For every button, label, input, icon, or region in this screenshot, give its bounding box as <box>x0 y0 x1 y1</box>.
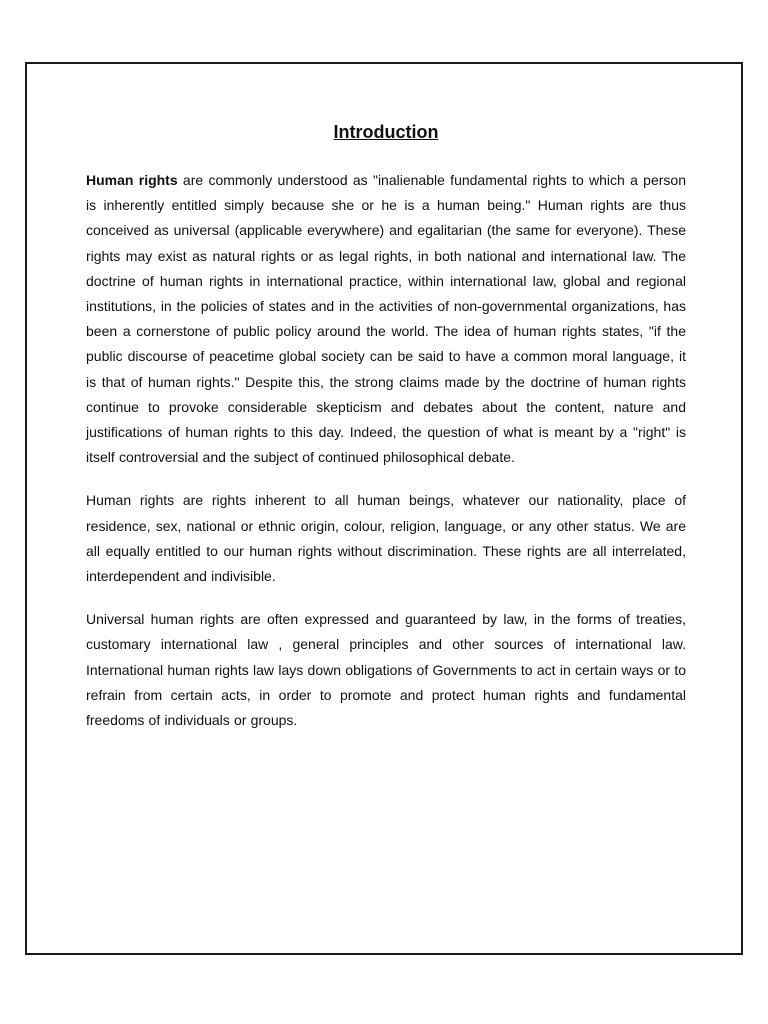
paragraph-2-text: Human rights are rights inherent to all human beings, whatever our nationality, place of residence, sex, national or ethnic origin, colour, religion, language, or any other status. We are all equally entitled to our human rights without discrimination. These rights are all interrelated, interdependent and indivisible. <box>86 492 686 585</box>
paragraph-2 <box>86 488 686 589</box>
document-title: Introduction <box>333 122 439 142</box>
paragraph-1 <box>86 168 686 470</box>
paragraph-3-text: Universal human rights are often expressed and guaranteed by law, in the forms of treaties, customary international law , general principles and other sources of international law. International human rights law lays down obligations of Governments to act in certain ways or to refrain from certain acts, in order to promote and protect human rights and fundamental freedoms of individuals or groups. <box>86 611 686 729</box>
paragraph-1-lead: Human rights <box>86 172 178 188</box>
document-body <box>86 118 686 751</box>
paragraph-1-text: are commonly understood as "inalienable fundamental rights to which a person is inherently entitled simply because she or he is a human being." Human rights are thus conceived as universal (applicable everywhere) and egalitarian (the same for everyone). These rights may exist as natural rights or as legal rights, in both national and international law. The doctrine of human rights in international practice, within international law, global and regional institutions, in the policies of states and in the activities of non-governmental organizations, has been a cornerstone of public policy around the world. The idea of human rights states, "if the public discourse of peacetime global society can be said to have a common moral language, it is that of human rights." Despite this, the strong claims made by the doctrine of human rights continue to provoke considerable skepticism and debates about the content, nature and justifications of human rights to this day. Indeed, the question of what is meant by a "right" is itself controversial and the subject of continued philosophical debate. <box>86 172 686 466</box>
paragraph-3 <box>86 607 686 733</box>
